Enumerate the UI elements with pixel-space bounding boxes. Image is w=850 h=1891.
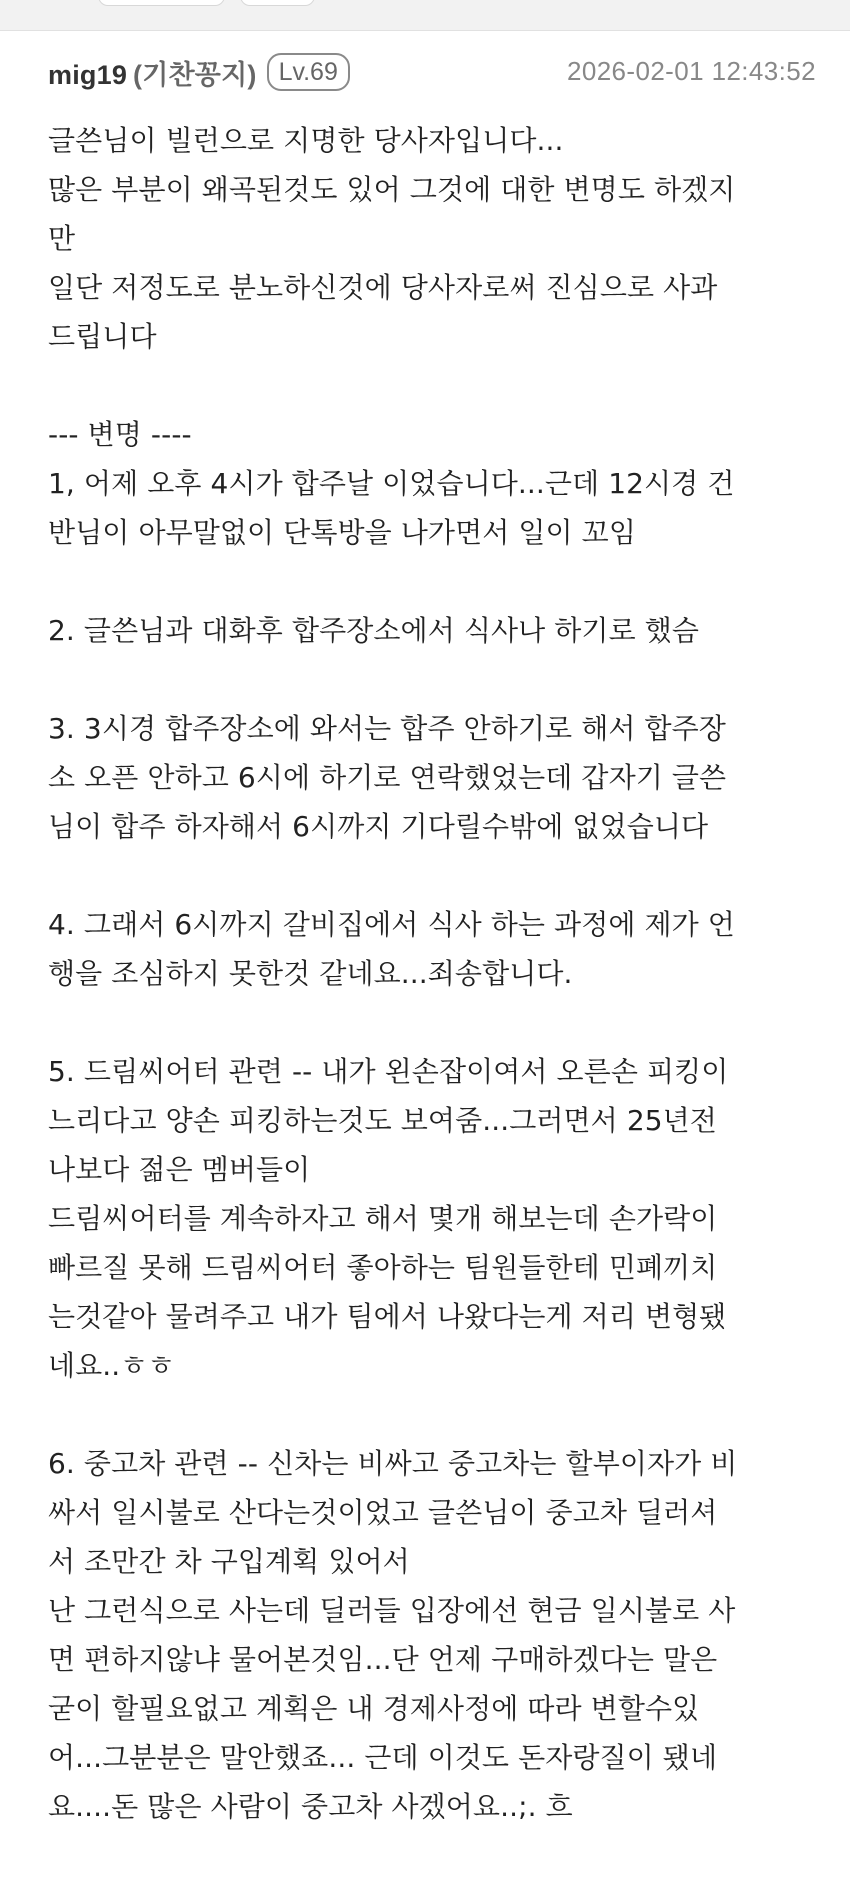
comment-text-line: 글쓴님이 빌런으로 지명한 당사자입니다... — [48, 124, 564, 157]
comment-datetime: 2026-02-01 12:43:52 — [566, 56, 816, 86]
comment-text-line: 싸서 일시불로 산다는것이었고 글쓴님이 중고차 딜러셔 — [48, 1496, 718, 1529]
top-tab-chip[interactable] — [240, 0, 315, 6]
comment-blank-line — [48, 361, 818, 410]
top-header-strip — [0, 0, 850, 31]
comment-blank-line — [48, 557, 818, 606]
comment-text-line: 일단 저정도로 분노하신것에 당사자로써 진심으로 사과 — [48, 271, 718, 304]
comment-blank-line — [48, 1390, 818, 1439]
comment-text-line: 반님이 아무말없이 단톡방을 나가면서 일이 꼬임 — [48, 516, 636, 549]
comment-text-line: 나보다 젊은 멤버들이 — [48, 1153, 311, 1186]
comment-text-line: 행을 조심하지 못한것 같네요...죄송합니다. — [48, 957, 573, 990]
comment-text-line: 면 편하지않냐 물어본것임...단 언제 구매하겠다는 말은 — [48, 1643, 718, 1676]
comment-text-line: 요....돈 많은 사람이 중고차 사겠어요..;. 흐 — [48, 1790, 573, 1823]
author-tag[interactable]: (기찬꽁지) — [133, 59, 257, 90]
comment-text-line: 2. 글쓴님과 대화후 합주장소에서 식사나 하기로 했슴 — [48, 614, 700, 647]
comment-text-line: 빠르질 못해 드림씨어터 좋아하는 팀원들한테 민폐끼치 — [48, 1251, 718, 1284]
comment-text-line: 어...그분분은 말안했죠... 근데 이것도 돈자랑질이 됐네 — [48, 1741, 718, 1774]
comment-text-line: 는것같아 물려주고 내가 팀에서 나왔다는게 저리 변형됐 — [48, 1300, 727, 1333]
comment-text-line: 만 — [48, 222, 76, 255]
comment-text-line: 5. 드림씨어터 관련 -- 내가 왼손잡이여서 오른손 피킹이 — [48, 1055, 729, 1088]
comment-text-line: 1, 어제 오후 4시가 합주날 이었습니다...근데 12시경 건 — [48, 467, 735, 500]
comment-text-line: 4. 그래서 6시까지 갈비집에서 식사 하는 과정에 제가 언 — [48, 908, 735, 941]
comment-text-line: --- 변명 ---- — [48, 418, 192, 451]
comment-meta — [48, 48, 818, 96]
comment-text-line: 서 조만간 차 구입계획 있어서 — [48, 1545, 410, 1578]
comment-blank-line — [48, 998, 818, 1047]
comment-text-line: 느리다고 양손 피킹하는것도 보여줌...그러면서 25년전 — [48, 1104, 717, 1137]
comment-item — [48, 48, 818, 1831]
comment-text-line: 많은 부분이 왜곡된것도 있어 그것에 대한 변명도 하겠지 — [48, 173, 736, 206]
comment-text-line: 드림씨어터를 계속하자고 해서 몇개 해보는데 손가락이 — [48, 1202, 718, 1235]
comment-text-line: 3. 3시경 합주장소에 와서는 합주 안하기로 해서 합주장 — [48, 712, 726, 745]
comment-text-line: 님이 합주 하자해서 6시까지 기다릴수밖에 없었습니다 — [48, 810, 709, 843]
author-username[interactable]: mig19 — [48, 59, 128, 90]
comment-blank-line — [48, 655, 818, 704]
level-badge: Lv.69 — [267, 53, 350, 91]
comment-text-line: 굳이 할필요없고 계획은 내 경제사정에 따라 변할수있 — [48, 1692, 700, 1725]
comment-text-line: 네요..ㅎㅎ — [48, 1349, 175, 1382]
comment-body — [48, 116, 818, 1831]
comment-text-line: 드립니다 — [48, 320, 157, 353]
comment-author[interactable] — [48, 53, 257, 92]
comment-text-line: 소 오픈 안하고 6시에 하기로 연락했었는데 갑자기 글쓴 — [48, 761, 727, 794]
comment-text-line: 6. 중고차 관련 -- 신차는 비싸고 중고차는 할부이자가 비 — [48, 1447, 738, 1480]
top-tab-chip[interactable] — [98, 0, 225, 6]
comment-blank-line — [48, 851, 818, 900]
comment-text-line: 난 그런식으로 사는데 딜러들 입장에선 현금 일시불로 사 — [48, 1594, 736, 1627]
